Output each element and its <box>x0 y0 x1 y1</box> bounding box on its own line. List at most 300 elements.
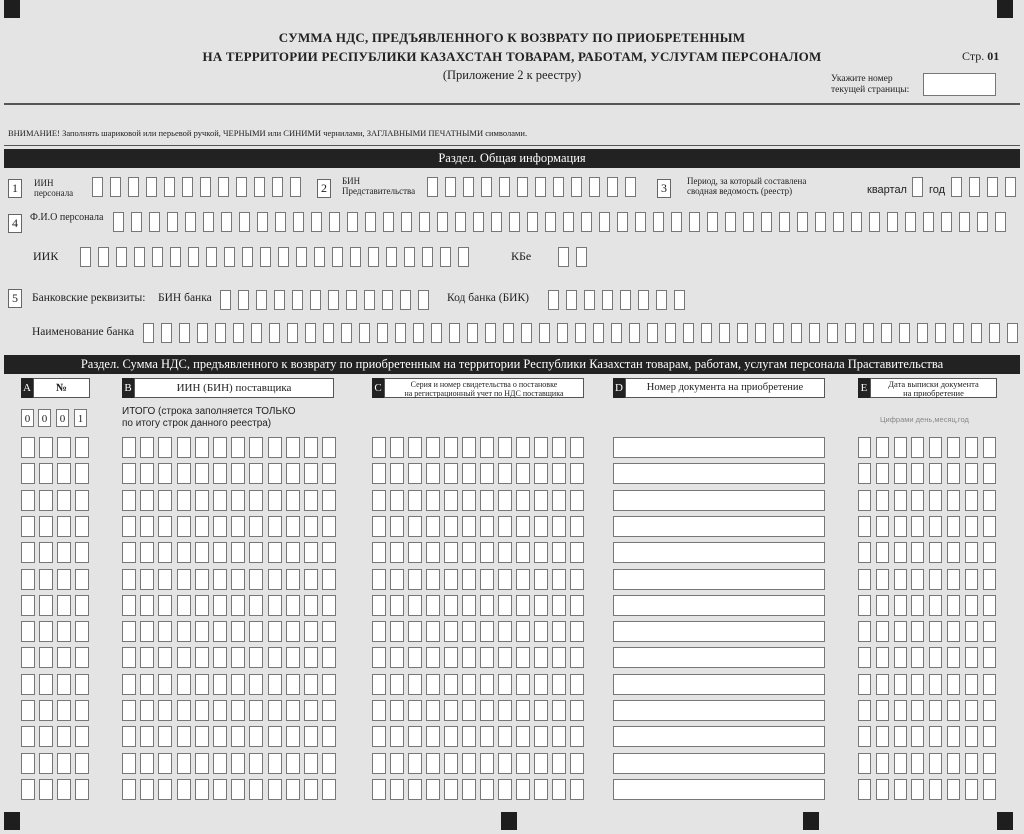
supplier-iin-cell[interactable] <box>268 569 282 590</box>
certificate-cell[interactable] <box>516 595 530 616</box>
supplier-iin-cell[interactable] <box>140 542 154 563</box>
certificate-cell[interactable] <box>516 621 530 642</box>
certificate-cell[interactable] <box>552 595 566 616</box>
char-cell[interactable] <box>571 177 582 197</box>
number-cell[interactable] <box>21 595 35 616</box>
number-cell[interactable] <box>39 542 53 563</box>
supplier-iin-cell[interactable] <box>304 595 318 616</box>
date-cell[interactable] <box>983 490 996 511</box>
supplier-iin-cell[interactable] <box>249 753 263 774</box>
date-cell[interactable] <box>876 674 889 695</box>
char-cell[interactable] <box>272 177 283 197</box>
number-cell[interactable] <box>39 621 53 642</box>
certificate-cell[interactable] <box>570 647 584 668</box>
number-cell[interactable] <box>21 542 35 563</box>
char-cell[interactable] <box>431 323 442 343</box>
supplier-iin-cell[interactable] <box>195 674 209 695</box>
supplier-iin-cell[interactable] <box>122 621 136 642</box>
number-cell[interactable] <box>57 490 71 511</box>
document-number-field[interactable] <box>613 779 825 800</box>
supplier-iin-cell[interactable] <box>231 490 245 511</box>
char-cell[interactable] <box>869 212 880 232</box>
certificate-cell[interactable] <box>426 595 440 616</box>
date-cell[interactable] <box>947 621 960 642</box>
supplier-iin-cell[interactable] <box>177 516 191 537</box>
certificate-cell[interactable] <box>534 674 548 695</box>
supplier-iin-cell[interactable] <box>140 569 154 590</box>
certificate-cell[interactable] <box>480 621 494 642</box>
certificate-cell[interactable] <box>462 700 476 721</box>
supplier-iin-cell[interactable] <box>304 569 318 590</box>
char-cell[interactable] <box>485 323 496 343</box>
certificate-cell[interactable] <box>444 647 458 668</box>
certificate-cell[interactable] <box>372 463 386 484</box>
char-cell[interactable] <box>1007 323 1018 343</box>
date-cell[interactable] <box>929 647 942 668</box>
date-cell[interactable] <box>894 490 907 511</box>
date-cell[interactable] <box>911 647 924 668</box>
certificate-cell[interactable] <box>408 753 422 774</box>
date-cell[interactable] <box>929 726 942 747</box>
char-cell[interactable] <box>218 177 229 197</box>
date-cell[interactable] <box>858 463 871 484</box>
date-cell[interactable] <box>947 674 960 695</box>
date-cell[interactable] <box>876 700 889 721</box>
char-cell[interactable] <box>386 247 397 267</box>
supplier-iin-cell[interactable] <box>231 674 245 695</box>
date-cell[interactable] <box>858 700 871 721</box>
supplier-iin-cell[interactable] <box>213 490 227 511</box>
date-cell[interactable] <box>965 674 978 695</box>
date-cell[interactable] <box>876 569 889 590</box>
certificate-cell[interactable] <box>534 621 548 642</box>
certificate-cell[interactable] <box>480 647 494 668</box>
supplier-iin-cell[interactable] <box>322 542 336 563</box>
supplier-iin-cell[interactable] <box>122 463 136 484</box>
date-cell[interactable] <box>947 437 960 458</box>
supplier-iin-cell[interactable] <box>213 700 227 721</box>
supplier-iin-cell[interactable] <box>158 490 172 511</box>
number-cell[interactable] <box>57 542 71 563</box>
char-cell[interactable] <box>254 177 265 197</box>
certificate-cell[interactable] <box>408 700 422 721</box>
supplier-iin-cell[interactable] <box>122 674 136 695</box>
number-cell[interactable] <box>21 700 35 721</box>
char-cell[interactable] <box>638 290 649 310</box>
supplier-iin-cell[interactable] <box>322 516 336 537</box>
number-cell[interactable] <box>39 463 53 484</box>
certificate-cell[interactable] <box>480 490 494 511</box>
supplier-iin-cell[interactable] <box>231 753 245 774</box>
number-cell[interactable] <box>39 647 53 668</box>
supplier-iin-cell[interactable] <box>231 621 245 642</box>
char-cell[interactable] <box>935 323 946 343</box>
char-cell[interactable] <box>629 323 640 343</box>
char-cell[interactable] <box>503 323 514 343</box>
certificate-cell[interactable] <box>390 700 404 721</box>
date-cell[interactable] <box>929 595 942 616</box>
certificate-cell[interactable] <box>534 569 548 590</box>
supplier-iin-cell[interactable] <box>304 437 318 458</box>
char-cell[interactable] <box>401 212 412 232</box>
supplier-iin-cell[interactable] <box>195 516 209 537</box>
char-cell[interactable] <box>257 212 268 232</box>
date-cell[interactable] <box>983 463 996 484</box>
certificate-cell[interactable] <box>372 753 386 774</box>
date-cell[interactable] <box>858 621 871 642</box>
certificate-cell[interactable] <box>498 490 512 511</box>
supplier-iin-cell[interactable] <box>286 753 300 774</box>
number-cell[interactable] <box>39 700 53 721</box>
supplier-iin-cell[interactable] <box>177 437 191 458</box>
supplier-iin-cell[interactable] <box>249 569 263 590</box>
char-cell[interactable] <box>863 323 874 343</box>
char-cell[interactable] <box>743 212 754 232</box>
char-cell[interactable] <box>499 177 510 197</box>
char-cell[interactable] <box>236 177 247 197</box>
supplier-iin-cell[interactable] <box>140 595 154 616</box>
number-cell[interactable] <box>75 726 89 747</box>
certificate-cell[interactable] <box>498 700 512 721</box>
char-cell[interactable] <box>737 323 748 343</box>
number-cell[interactable] <box>75 779 89 800</box>
document-number-field[interactable] <box>613 437 825 458</box>
supplier-iin-cell[interactable] <box>140 621 154 642</box>
char-cell[interactable] <box>833 212 844 232</box>
char-cell[interactable] <box>647 323 658 343</box>
certificate-cell[interactable] <box>516 569 530 590</box>
document-number-field[interactable] <box>613 516 825 537</box>
date-cell[interactable] <box>947 463 960 484</box>
supplier-iin-cell[interactable] <box>140 516 154 537</box>
supplier-iin-cell[interactable] <box>213 437 227 458</box>
char-cell[interactable] <box>887 212 898 232</box>
char-cell[interactable] <box>951 177 962 197</box>
certificate-cell[interactable] <box>552 753 566 774</box>
certificate-cell[interactable] <box>498 542 512 563</box>
document-number-field[interactable] <box>613 700 825 721</box>
certificate-cell[interactable] <box>408 674 422 695</box>
char-cell[interactable] <box>182 177 193 197</box>
char-cell[interactable] <box>427 177 438 197</box>
certificate-cell[interactable] <box>570 726 584 747</box>
char-cell[interactable] <box>953 323 964 343</box>
date-cell[interactable] <box>911 753 924 774</box>
supplier-iin-cell[interactable] <box>213 621 227 642</box>
certificate-cell[interactable] <box>534 490 548 511</box>
supplier-iin-cell[interactable] <box>177 542 191 563</box>
certificate-cell[interactable] <box>408 726 422 747</box>
date-cell[interactable] <box>894 700 907 721</box>
char-cell[interactable] <box>188 247 199 267</box>
supplier-iin-cell[interactable] <box>231 463 245 484</box>
char-cell[interactable] <box>323 323 334 343</box>
supplier-iin-cell[interactable] <box>195 779 209 800</box>
number-cell[interactable] <box>39 726 53 747</box>
certificate-cell[interactable] <box>516 674 530 695</box>
char-cell[interactable] <box>602 290 613 310</box>
char-cell[interactable] <box>607 177 618 197</box>
certificate-cell[interactable] <box>426 674 440 695</box>
document-number-field[interactable] <box>613 674 825 695</box>
number-cell[interactable] <box>75 437 89 458</box>
supplier-iin-cell[interactable] <box>268 647 282 668</box>
supplier-iin-cell[interactable] <box>286 490 300 511</box>
char-cell[interactable] <box>296 247 307 267</box>
date-cell[interactable] <box>965 621 978 642</box>
certificate-cell[interactable] <box>390 437 404 458</box>
date-cell[interactable] <box>911 490 924 511</box>
number-cell[interactable] <box>75 621 89 642</box>
char-cell[interactable] <box>404 247 415 267</box>
date-cell[interactable] <box>894 726 907 747</box>
char-cell[interactable] <box>566 290 577 310</box>
char-cell[interactable] <box>653 212 664 232</box>
certificate-cell[interactable] <box>462 516 476 537</box>
certificate-cell[interactable] <box>516 647 530 668</box>
supplier-iin-cell[interactable] <box>249 700 263 721</box>
char-cell[interactable] <box>113 212 124 232</box>
supplier-iin-cell[interactable] <box>286 542 300 563</box>
date-cell[interactable] <box>858 779 871 800</box>
supplier-iin-cell[interactable] <box>177 753 191 774</box>
certificate-cell[interactable] <box>372 490 386 511</box>
certificate-cell[interactable] <box>426 516 440 537</box>
certificate-cell[interactable] <box>408 437 422 458</box>
number-cell[interactable] <box>75 700 89 721</box>
certificate-cell[interactable] <box>570 569 584 590</box>
supplier-iin-cell[interactable] <box>213 674 227 695</box>
char-cell[interactable] <box>311 212 322 232</box>
supplier-iin-cell[interactable] <box>286 700 300 721</box>
supplier-iin-cell[interactable] <box>304 463 318 484</box>
date-cell[interactable] <box>876 463 889 484</box>
char-cell[interactable] <box>347 212 358 232</box>
number-cell[interactable] <box>21 753 35 774</box>
char-cell[interactable] <box>755 323 766 343</box>
certificate-cell[interactable] <box>390 542 404 563</box>
char-cell[interactable] <box>611 323 622 343</box>
supplier-iin-cell[interactable] <box>158 595 172 616</box>
date-cell[interactable] <box>858 647 871 668</box>
number-cell[interactable] <box>57 753 71 774</box>
date-cell[interactable] <box>858 437 871 458</box>
supplier-iin-cell[interactable] <box>213 516 227 537</box>
certificate-cell[interactable] <box>390 726 404 747</box>
char-cell[interactable] <box>134 247 145 267</box>
supplier-iin-cell[interactable] <box>286 726 300 747</box>
supplier-iin-cell[interactable] <box>195 621 209 642</box>
date-cell[interactable] <box>894 437 907 458</box>
date-cell[interactable] <box>911 542 924 563</box>
certificate-cell[interactable] <box>426 726 440 747</box>
date-cell[interactable] <box>965 779 978 800</box>
certificate-cell[interactable] <box>390 753 404 774</box>
date-cell[interactable] <box>947 779 960 800</box>
number-cell[interactable] <box>57 726 71 747</box>
supplier-iin-cell[interactable] <box>231 516 245 537</box>
supplier-iin-cell[interactable] <box>249 463 263 484</box>
supplier-iin-cell[interactable] <box>231 700 245 721</box>
date-cell[interactable] <box>876 542 889 563</box>
supplier-iin-cell[interactable] <box>322 463 336 484</box>
supplier-iin-cell[interactable] <box>268 726 282 747</box>
certificate-cell[interactable] <box>480 753 494 774</box>
char-cell[interactable] <box>719 323 730 343</box>
char-cell[interactable] <box>203 212 214 232</box>
date-cell[interactable] <box>929 516 942 537</box>
supplier-iin-cell[interactable] <box>122 595 136 616</box>
certificate-cell[interactable] <box>426 621 440 642</box>
date-cell[interactable] <box>876 437 889 458</box>
date-cell[interactable] <box>911 463 924 484</box>
supplier-iin-cell[interactable] <box>122 490 136 511</box>
char-cell[interactable] <box>377 323 388 343</box>
number-cell[interactable] <box>21 490 35 511</box>
char-cell[interactable] <box>422 247 433 267</box>
certificate-cell[interactable] <box>372 569 386 590</box>
certificate-cell[interactable] <box>462 726 476 747</box>
char-cell[interactable] <box>332 247 343 267</box>
char-cell[interactable] <box>517 177 528 197</box>
supplier-iin-cell[interactable] <box>140 647 154 668</box>
certificate-cell[interactable] <box>570 674 584 695</box>
date-cell[interactable] <box>947 516 960 537</box>
number-cell[interactable] <box>57 595 71 616</box>
date-cell[interactable] <box>911 726 924 747</box>
certificate-cell[interactable] <box>444 437 458 458</box>
char-cell[interactable] <box>917 323 928 343</box>
char-cell[interactable] <box>539 323 550 343</box>
date-cell[interactable] <box>983 542 996 563</box>
char-cell[interactable] <box>987 177 998 197</box>
supplier-iin-cell[interactable] <box>286 674 300 695</box>
certificate-cell[interactable] <box>498 621 512 642</box>
date-cell[interactable] <box>894 516 907 537</box>
certificate-cell[interactable] <box>534 753 548 774</box>
char-cell[interactable] <box>419 212 430 232</box>
date-cell[interactable] <box>983 569 996 590</box>
supplier-iin-cell[interactable] <box>177 779 191 800</box>
char-cell[interactable] <box>899 323 910 343</box>
char-cell[interactable] <box>310 290 321 310</box>
char-cell[interactable] <box>445 177 456 197</box>
supplier-iin-cell[interactable] <box>122 700 136 721</box>
supplier-iin-cell[interactable] <box>122 542 136 563</box>
certificate-cell[interactable] <box>444 463 458 484</box>
supplier-iin-cell[interactable] <box>213 779 227 800</box>
supplier-iin-cell[interactable] <box>249 595 263 616</box>
date-cell[interactable] <box>858 569 871 590</box>
certificate-cell[interactable] <box>570 753 584 774</box>
date-cell[interactable] <box>965 647 978 668</box>
char-cell[interactable] <box>167 212 178 232</box>
char-cell[interactable] <box>364 290 375 310</box>
char-cell[interactable] <box>206 247 217 267</box>
certificate-cell[interactable] <box>444 569 458 590</box>
certificate-cell[interactable] <box>408 621 422 642</box>
date-cell[interactable] <box>983 700 996 721</box>
number-cell[interactable] <box>21 726 35 747</box>
certificate-cell[interactable] <box>552 779 566 800</box>
current-page-input[interactable] <box>923 73 996 96</box>
supplier-iin-cell[interactable] <box>158 726 172 747</box>
certificate-cell[interactable] <box>372 779 386 800</box>
certificate-cell[interactable] <box>426 753 440 774</box>
supplier-iin-cell[interactable] <box>268 490 282 511</box>
number-cell[interactable] <box>39 753 53 774</box>
supplier-iin-cell[interactable] <box>140 437 154 458</box>
char-cell[interactable] <box>197 323 208 343</box>
certificate-cell[interactable] <box>516 463 530 484</box>
certificate-cell[interactable] <box>444 490 458 511</box>
date-cell[interactable] <box>929 490 942 511</box>
certificate-cell[interactable] <box>480 595 494 616</box>
supplier-iin-cell[interactable] <box>158 621 172 642</box>
supplier-iin-cell[interactable] <box>213 542 227 563</box>
char-cell[interactable] <box>131 212 142 232</box>
char-cell[interactable] <box>149 212 160 232</box>
supplier-iin-cell[interactable] <box>249 542 263 563</box>
date-cell[interactable] <box>965 516 978 537</box>
char-cell[interactable] <box>458 247 469 267</box>
certificate-cell[interactable] <box>570 621 584 642</box>
certificate-cell[interactable] <box>390 595 404 616</box>
certificate-cell[interactable] <box>390 463 404 484</box>
supplier-iin-cell[interactable] <box>304 753 318 774</box>
date-cell[interactable] <box>894 595 907 616</box>
char-cell[interactable] <box>256 290 267 310</box>
date-cell[interactable] <box>965 490 978 511</box>
certificate-cell[interactable] <box>534 437 548 458</box>
char-cell[interactable] <box>238 290 249 310</box>
certificate-cell[interactable] <box>426 490 440 511</box>
date-cell[interactable] <box>965 542 978 563</box>
certificate-cell[interactable] <box>516 437 530 458</box>
char-cell[interactable] <box>589 177 600 197</box>
char-cell[interactable] <box>665 323 676 343</box>
char-cell[interactable] <box>437 212 448 232</box>
certificate-cell[interactable] <box>444 595 458 616</box>
char-cell[interactable] <box>449 323 460 343</box>
char-cell[interactable] <box>185 212 196 232</box>
document-number-field[interactable] <box>613 753 825 774</box>
char-cell[interactable] <box>346 290 357 310</box>
supplier-iin-cell[interactable] <box>213 595 227 616</box>
number-cell[interactable] <box>57 779 71 800</box>
supplier-iin-cell[interactable] <box>286 779 300 800</box>
supplier-iin-cell[interactable] <box>158 516 172 537</box>
date-cell[interactable] <box>911 674 924 695</box>
date-cell[interactable] <box>929 700 942 721</box>
certificate-cell[interactable] <box>426 542 440 563</box>
char-cell[interactable] <box>170 247 181 267</box>
date-cell[interactable] <box>858 753 871 774</box>
date-cell[interactable] <box>876 595 889 616</box>
char-cell[interactable] <box>809 323 820 343</box>
date-cell[interactable] <box>965 463 978 484</box>
supplier-iin-cell[interactable] <box>195 700 209 721</box>
certificate-cell[interactable] <box>480 437 494 458</box>
char-cell[interactable] <box>620 290 631 310</box>
certificate-cell[interactable] <box>570 437 584 458</box>
certificate-cell[interactable] <box>372 647 386 668</box>
certificate-cell[interactable] <box>408 647 422 668</box>
supplier-iin-cell[interactable] <box>268 463 282 484</box>
number-cell[interactable] <box>39 516 53 537</box>
number-cell[interactable] <box>21 674 35 695</box>
date-cell[interactable] <box>894 779 907 800</box>
